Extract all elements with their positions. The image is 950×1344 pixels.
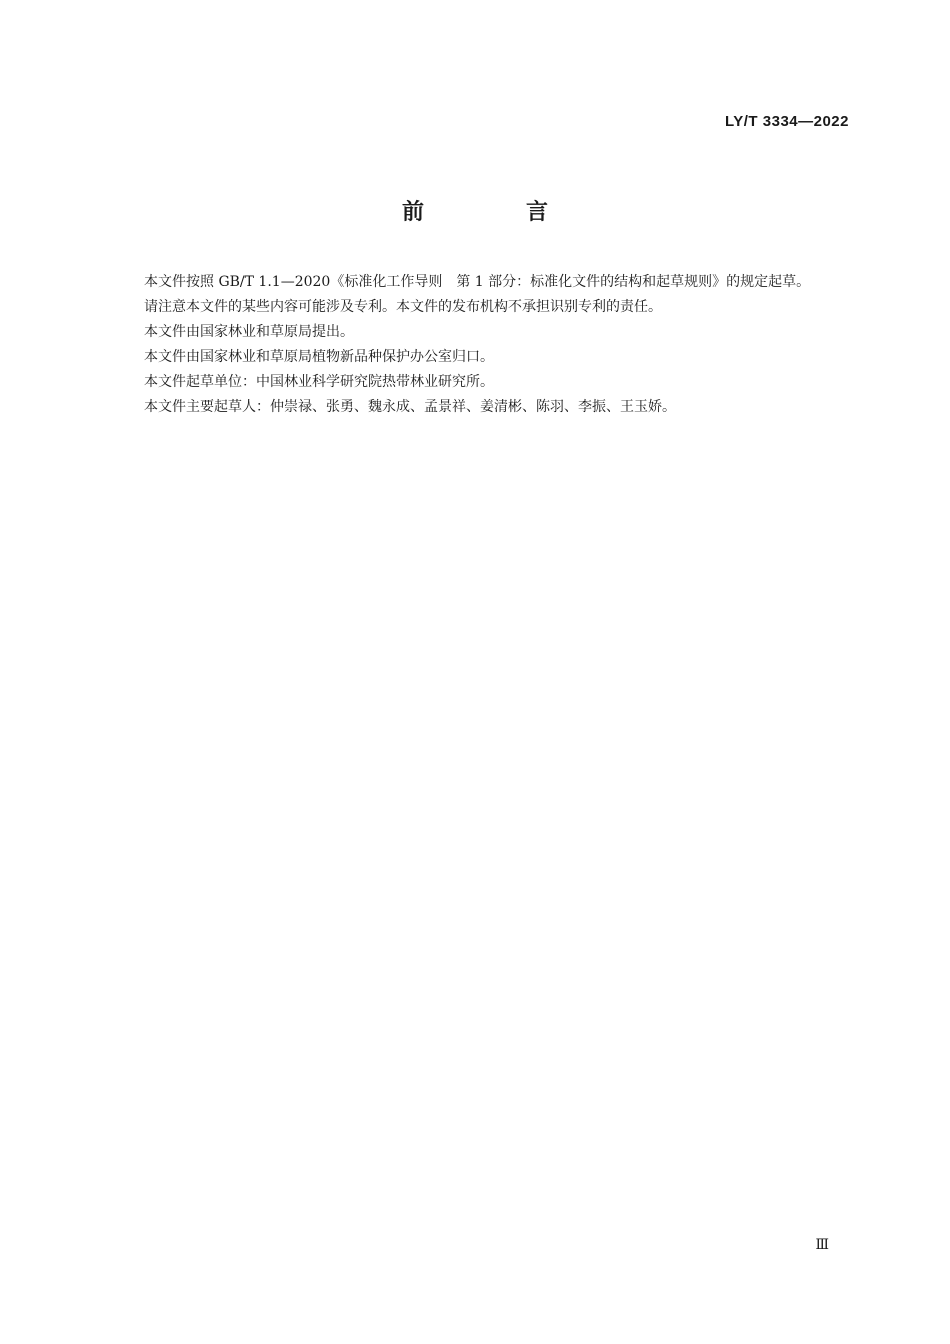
- paragraph-proposer: 本文件由国家林业和草原局提出。: [144, 324, 354, 340]
- paragraph-drafters: 本文件主要起草人：仲崇禄、张勇、魏永成、孟景祥、姜清彬、陈羽、李振、王玉娇。: [144, 399, 676, 415]
- paragraph-drafting-rules: 本文件按照 GB/T 1.1—2020《标准化工作导则 第 1 部分：标准化文件的结构和起草规则》的规定起草。: [144, 274, 811, 290]
- paragraph-patent-notice: 请注意本文件的某些内容可能涉及专利。本文件的发布机构不承担识别专利的责任。: [144, 299, 662, 315]
- paragraph-drafting-unit: 本文件起草单位：中国林业科学研究院热带林业研究所。: [144, 374, 494, 390]
- page-number: Ⅲ: [815, 1238, 829, 1253]
- preface-body: [116, 270, 850, 420]
- page-title: 前 言: [401, 200, 588, 225]
- paragraph-administrator: 本文件由国家林业和草原局植物新品种保护办公室归口。: [144, 349, 494, 365]
- standard-code: LY/T 3334—2022: [724, 113, 849, 130]
